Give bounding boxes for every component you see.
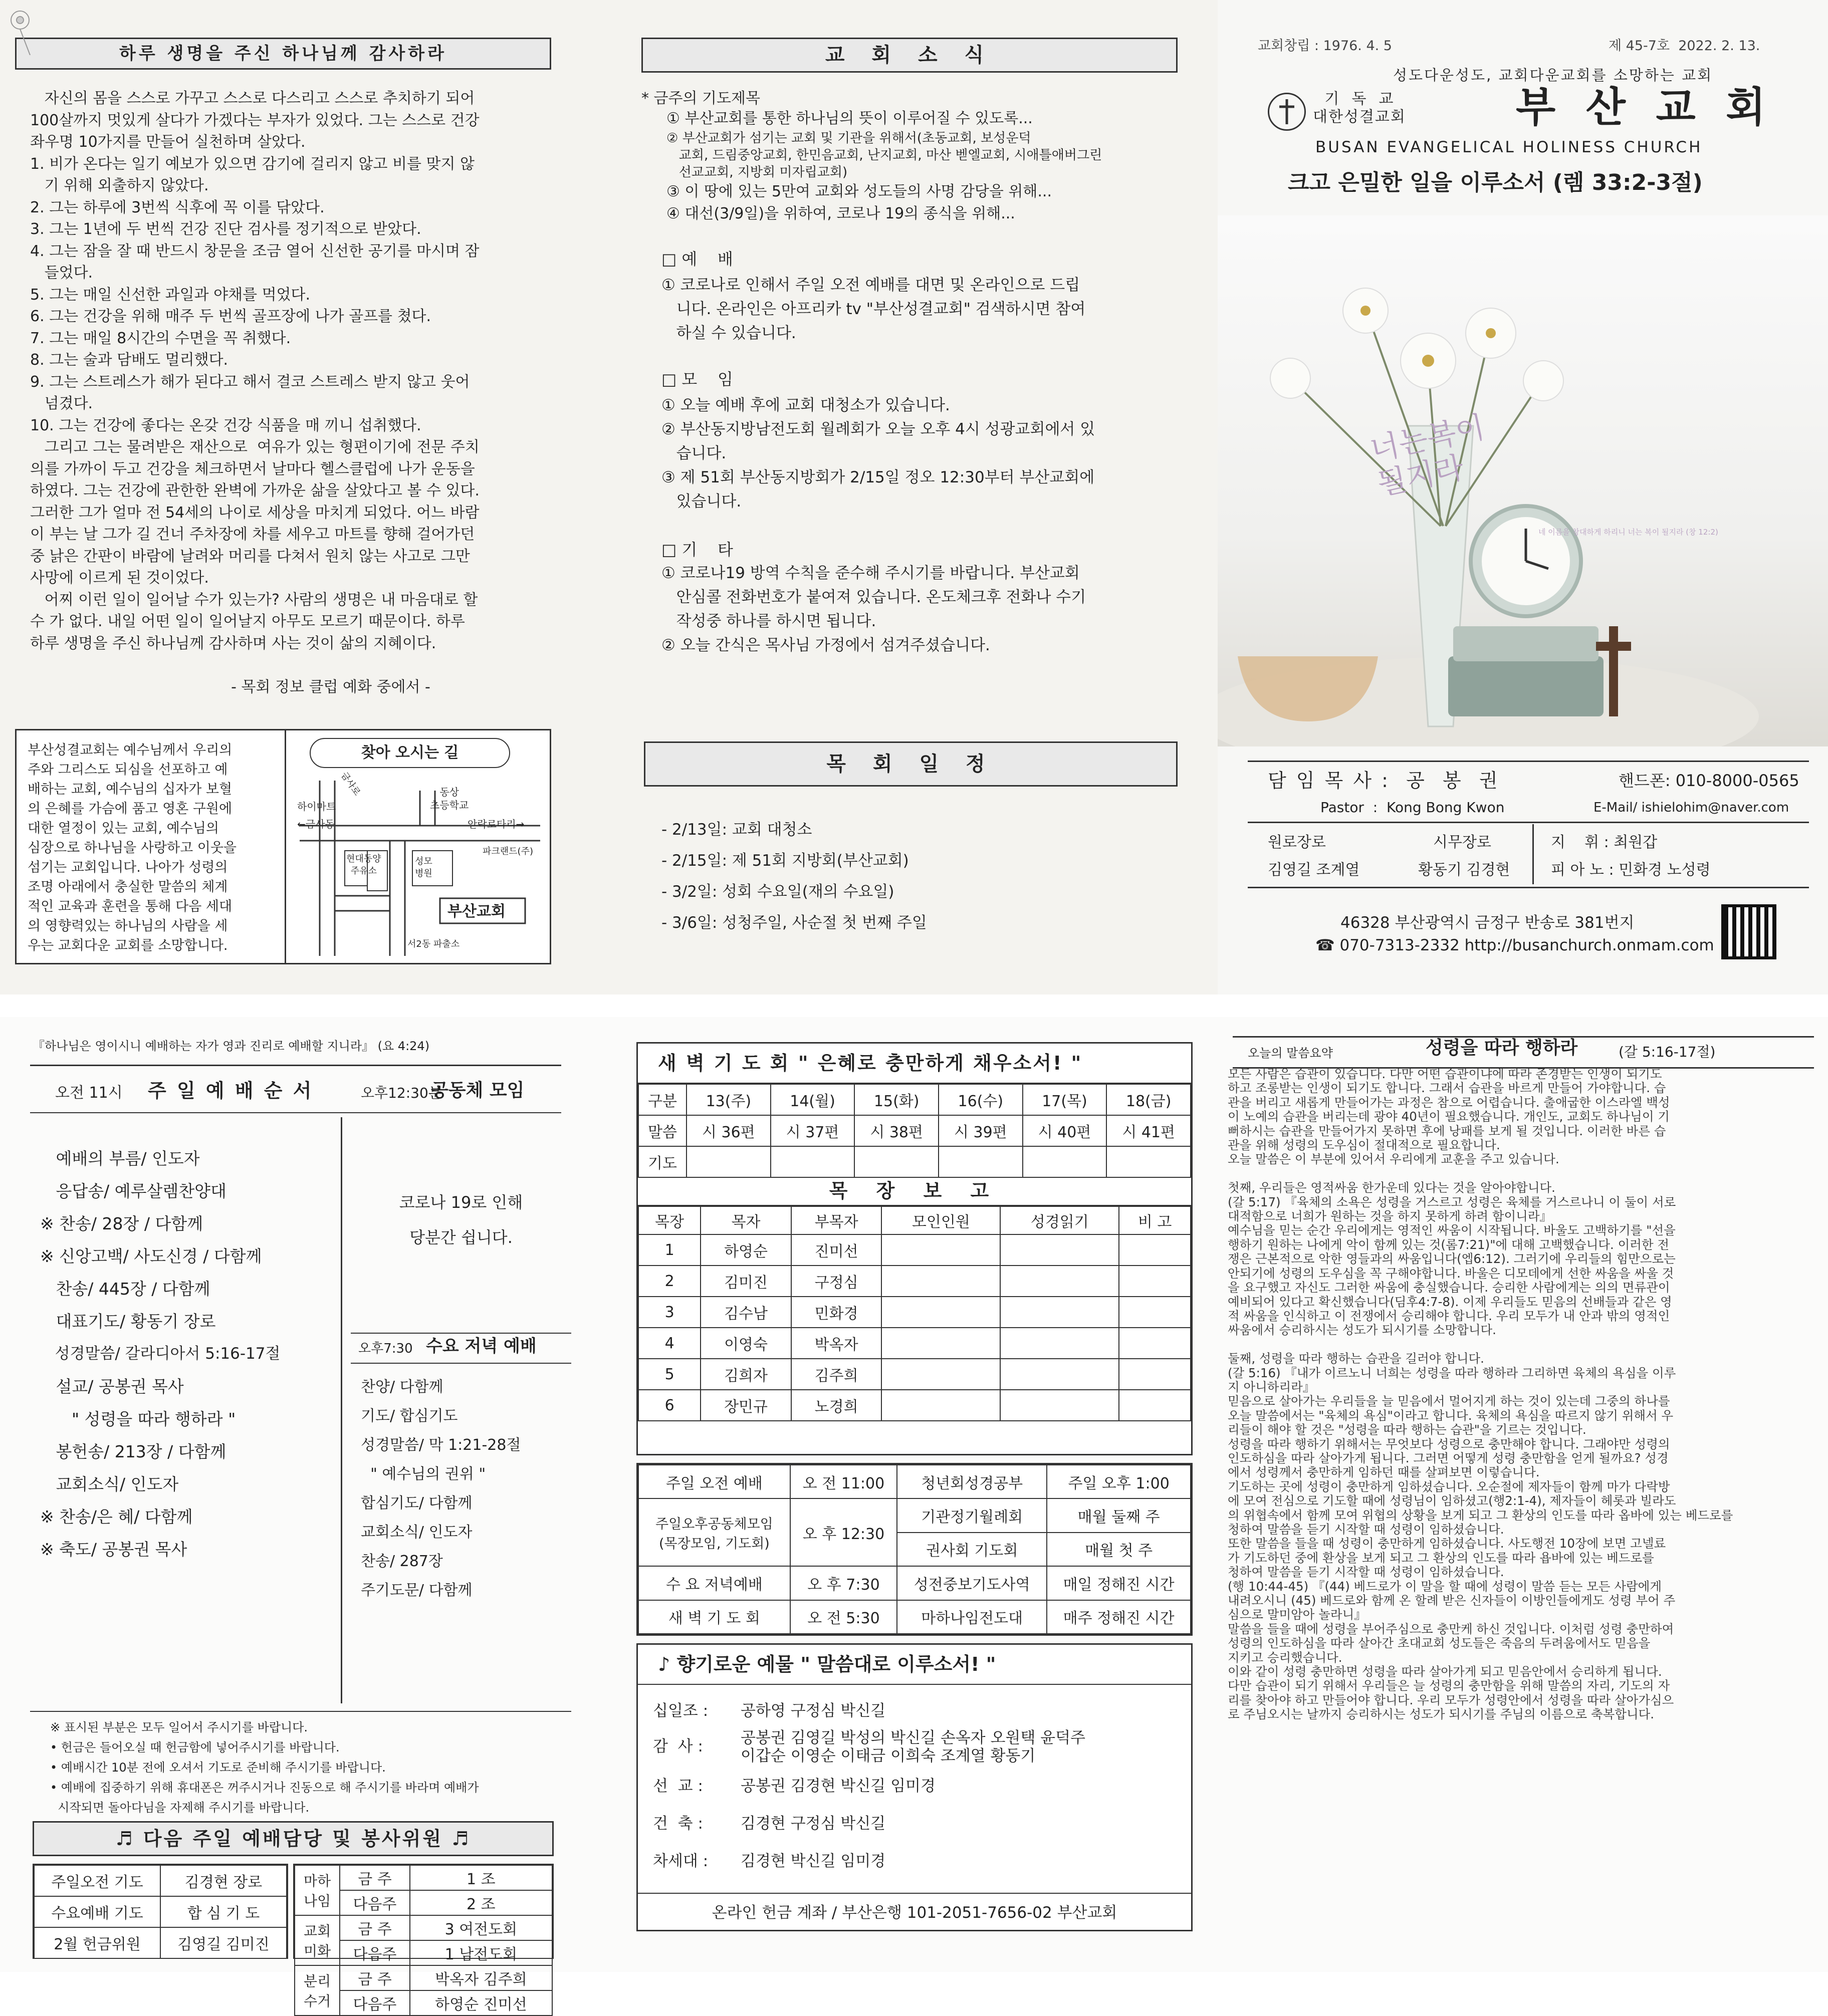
table-row — [638, 1115, 1191, 1146]
offering-label: 감 사 : — [653, 1737, 703, 1755]
address: 46328 부산광역시 금정구 반송로 381번지 — [1340, 914, 1635, 932]
table-cell: 17(목) — [1023, 1084, 1107, 1115]
offering-label: 차세대 : — [653, 1852, 709, 1870]
wed-title: 수요 저녁 예배 — [426, 1336, 537, 1356]
table-cell: 주일오전 기도 — [34, 1865, 160, 1896]
prayer-heading: * 금주의 기도제목 — [641, 90, 760, 107]
order-item: 대표기도/ 황동기 장로 — [40, 1312, 216, 1331]
schedule-item: - 3/2일: 성회 수요일(재의 수요일) — [661, 883, 894, 901]
church-name: 부 산 교 회 — [1516, 84, 1774, 131]
pastor-name-en: Pastor : Kong Bong Kwon — [1320, 799, 1505, 816]
wed-item: 합심기도/ 다함께 — [361, 1494, 473, 1512]
pastor-email: E-Mail/ ishielohim@naver.com — [1593, 800, 1789, 815]
wed-item: 주기도문/ 다함께 — [361, 1582, 473, 1599]
table-cell: 금 주 — [340, 1865, 410, 1890]
table-cell: 새 벽 기 도 회 — [638, 1600, 790, 1634]
schedule-item: - 3/6일: 성청주일, 사순절 첫 번째 주일 — [661, 914, 927, 932]
divider — [285, 730, 286, 963]
community-title: 공동체 모임 — [431, 1080, 525, 1101]
table-cell: 시 40편 — [1023, 1115, 1107, 1146]
conductor: 지 휘 : 최원갑 — [1551, 834, 1658, 851]
divider — [638, 1893, 1191, 1894]
order-item: ※ 축도/ 공봉권 목사 — [40, 1540, 187, 1559]
table-cell: 5 — [638, 1359, 701, 1390]
map-label-hospital: 성모 병원 — [415, 856, 432, 879]
table-cell: 마하나임전도대 — [897, 1600, 1047, 1634]
table-cell: 다음주 — [340, 1890, 410, 1915]
wed-item: " 예수님의 권위 " — [361, 1465, 486, 1483]
table-cell: 오 후 7:30 — [790, 1566, 897, 1600]
schedule-item: - 2/13일: 교회 대청소 — [661, 821, 812, 839]
etc-heading: □ 기 타 — [661, 540, 733, 559]
panel-news — [621, 0, 1218, 994]
table-cell: 구분 — [638, 1084, 687, 1115]
denomination: 기 독 교 대한성결교회 — [1313, 90, 1406, 126]
table-cell: 김희자 — [701, 1359, 791, 1390]
order-item: 교회소식/ 인도자 — [40, 1474, 179, 1494]
duty-table — [293, 1864, 554, 2013]
table-cell: 수 요 저녁예배 — [638, 1566, 790, 1600]
table-cell: 15(화) — [854, 1084, 939, 1115]
meeting-heading: □ 모 임 — [661, 370, 733, 389]
wed-item: 교회소식/ 인도자 — [361, 1524, 473, 1541]
table-cell: 김미진 — [701, 1266, 791, 1297]
divider — [30, 1711, 571, 1712]
wed-item: 성경말씀/ 막 1:21-28절 — [361, 1436, 521, 1454]
divider — [1532, 824, 1534, 884]
table-row — [638, 1600, 1191, 1634]
order-item: 봉헌송/ 213장 / 다함께 — [40, 1442, 226, 1461]
weekly-schedule-table — [636, 1463, 1193, 1636]
table-row — [638, 1359, 1191, 1390]
table-cell: 1 남전도회 — [410, 1940, 552, 1965]
map-label-geumsa: ←금사동 — [297, 818, 335, 830]
table-cell: 마하 나임 — [295, 1865, 340, 1915]
prayer-list — [666, 108, 1208, 225]
verse-art: 너는복이 될지라 — [1366, 409, 1488, 502]
table-row — [638, 1390, 1191, 1421]
dawn-title: 새 벽 기 도 회 " 은혜로 충만하게 채우소서! " — [638, 1044, 1191, 1084]
wed-item: 찬양/ 다함께 — [361, 1378, 443, 1396]
offerings-box — [636, 1643, 1193, 1931]
offerings-title: ♪ 향기로운 예물 " 말씀대로 이루소서! " — [638, 1645, 1191, 1685]
map-label-himart: 하이마트 — [297, 801, 336, 813]
table-cell: 금 주 — [340, 1915, 410, 1940]
divider — [1248, 761, 1809, 762]
worship-heading: □ 예 배 — [661, 249, 733, 269]
community-time: 오후12:30분 — [361, 1085, 442, 1101]
offering-label: 십일조 : — [653, 1702, 709, 1720]
worship-order-list — [40, 1142, 361, 1566]
church-name-en: BUSAN EVANGELICAL HOLINESS CHURCH — [1315, 138, 1703, 156]
wed-order-list — [361, 1373, 571, 1605]
next-week-title: ♬ 다음 주일 예배담당 및 봉사위원 ♬ — [33, 1821, 554, 1856]
service-title: 주 일 예 배 순 서 — [148, 1080, 314, 1102]
order-item: ※ 찬송/ 28장 / 다함께 — [40, 1214, 203, 1233]
table-cell: 비 고 — [1119, 1206, 1191, 1234]
table-cell: 2 조 — [410, 1890, 552, 1915]
table-row — [638, 1498, 1191, 1532]
mission-statement: 부산성결교회는 예수님께서 우리의 주와 그리스도 되심을 선포하고 예 배하는 교회, 예수님의 십자가 보혈 의 은혜를 가슴에 품고 영혼 구원에 대한 열정이 있는 교회, 예수님의 심장으로 하나님을 사랑하고 이웃을 섬기는 교회입니다. 나아가 성령의 조명 아래에서 충실한 말씀의 체계 적인 교육과 훈련을 통해 다음 세대 의 영향력있는 하나님의 사람을 세 우는 교회다운 교회를 소망합니다. — [28, 742, 237, 953]
flower-decoration — [0, 0, 55, 55]
table-cell: 3 여전도회 — [410, 1915, 552, 1940]
table-cell: 매일 정해진 시간 — [1047, 1566, 1191, 1600]
pastor-name: 담 임 목 사 : 공 봉 권 — [1268, 770, 1500, 792]
order-item: 성경말씀/ 갈라디아서 5:16-17절 — [40, 1345, 281, 1363]
table-cell: 기관정기월례회 — [897, 1498, 1047, 1532]
table-cell: 하영순 — [701, 1234, 791, 1266]
table-row — [638, 1465, 1191, 1498]
offering-names: 김경현 구정심 박신길 — [741, 1815, 886, 1833]
table-cell: 분리 수거 — [295, 1965, 340, 2015]
map-label-church: 부산교회 — [447, 903, 506, 920]
table-cell: 14(월) — [771, 1084, 855, 1115]
prayer-item: ① 부산교회를 통한 하나님의 뜻이 이루어질 수 있도록... — [666, 110, 1033, 127]
table-row — [638, 1234, 1191, 1266]
panel-essay — [0, 0, 621, 994]
table-row — [638, 1566, 1191, 1600]
wed-time: 오후7:30 — [358, 1341, 413, 1356]
table-cell: 1 — [638, 1234, 701, 1266]
info-box — [15, 729, 551, 964]
table-cell: 매월 둘째 주 — [1047, 1498, 1191, 1532]
table-cell: 성전중보기도사역 — [897, 1566, 1047, 1600]
order-item: ※ 찬송/은 혜/ 다함께 — [40, 1507, 193, 1527]
table-cell: 3 — [638, 1297, 701, 1328]
serving-heading: 시무장로 — [1433, 834, 1491, 851]
offering-names: 공봉권 김경현 박신길 임미경 — [741, 1777, 936, 1795]
table-cell: 합 심 기 도 — [160, 1896, 287, 1927]
order-item: 응답송/ 예루살렘찬양대 — [40, 1181, 226, 1201]
table-cell: 청년회성경공부 — [897, 1465, 1047, 1498]
table-cell: 13(주) — [687, 1084, 771, 1115]
table-cell: 6 — [638, 1390, 701, 1421]
divider — [30, 1112, 561, 1113]
table-cell: 수요예배 기도 — [34, 1896, 160, 1927]
table-cell: 김영길 김미진 — [160, 1927, 287, 1958]
table-cell: 교회 미화 — [295, 1915, 340, 1965]
sermon-reference: (갈 5:16-17절) — [1619, 1044, 1716, 1060]
prayer-item: ③ 이 땅에 있는 5만여 교회와 성도들의 사명 감당을 위해... — [666, 183, 1052, 200]
map-label-police: 서2동 파출소 — [407, 939, 460, 949]
divider — [341, 1117, 342, 1703]
issue-number: 제 45-7호 2022. 2. 13. — [1609, 38, 1760, 54]
bank-account: 온라인 헌금 계좌 / 부산은행 101-2051-7656-02 부산교회 — [712, 1904, 1117, 1922]
table-row — [34, 1927, 287, 1958]
table-cell: 주일오후공동체모임 (목장모임, 기도회) — [638, 1498, 790, 1566]
meeting-notice: ① 오늘 예배 후에 교회 대청소가 있습니다. ② 부산동지방남전도회 월례회가 오늘 오후 4시 성광교회에서 있 습니다. ③ 제 51회 부산동지방회가 2/15일 정오 12:30부터 부산교회에 있습니다. — [661, 396, 1095, 511]
table-cell: 16(수) — [939, 1084, 1023, 1115]
sermon-summary-body: 모든 사람은 습관이 있습니다. 다만 어떤 습관이냐에 따라 존경받는 인생이 되기도 하고 조롱받는 인생이 되기도 합니다. 그래서 습관을 바르게 만들어 가야합니다. 습 관을 버리고 새롭게 만들어가는 과정은 참으로 어렵습니다. 출애굽한 이스라엘 백성 이 노예의 습관을 버리는데 광야 40년이 필요했습니다. 개인도, 교회도 하나님이 기 뻐하시는 습관을 만들어가지 못하면 후에 낭패를 보게 될 것입니다. 이러한 바른 습 관을 위해 성령의 도우심이 절대적으로 필요합니다. 오늘 말씀은 이 부분에 있어서 우리에게 교훈을 주고 있습니다. 첫째, 우리들은 영적싸움 한가운데 있다는 것을 알아야합니다. (갈 5:17) 『육체의 소욕은 성령을 거스르고 성령은 육체를 거스르나니 이 둘이 서로 대적함으로 너희가 원하는 것을 하지 못하게 하려 함이니라』 예수님을 믿는 순간 우리에게는 영적인 싸움이 시작됩니다. 바울도 고백하기를 "선을 행하기 원하는 나에게 악이 함께 있는 것(롬7:21)"에 대해 고백했습니다. 이러한 전 쟁은 근본적으로 악한 영들과의 싸움입니다(엡6:12). 그러기에 우리들의 힘만으로는 안되기에 성령의 도우심을 꼭 구해야합니다. 바울은 디모데에게 선한 싸움을 싸울 것 을 요구했고 자신도 그러한 싸움에 충실했습니다. 승리한 사람에게는 의의 면류관이 예비되어 있다고 확신했습니다(딤후4:7-8). 이제 우리들도 믿음의 선배들과 같은 영 적 싸움을 인식하고 이 전쟁에서 승리해야 합니다. 우리 모두가 내 안과 밖의 영적인 싸움에서 승리하시는 성도가 되시기를 소망합니다. 둘째, 성령을 따라 행하는 습관을 길러야 합니다. (갈 5:16) 『내가 이르노니 너희는 성령을 따라 행하라 그리하면 육체의 욕심을 이루 지 아니하리라』 믿음으로 살아가는 우리들을 늘 믿음에서 멀어지게 하는 것이 있는데 그중의 하나를 오늘 말씀에서는 "육체의 욕심"이라고 합니다. 육체의 욕심을 따르지 않기 위해서 우 리들이 해야 할 것은 "성령을 따라 행하는 습관"을 기르는 것입니다. 성령을 따라 행하기 위해서는 무엇보다 성령으로 충만해야 합니다. 그래야만 성령의 인도하심을 따라 살아가게 됩니다. 그러면 어떻게 성령 충만함을 얻게 될까요? 성경 에서 성령께서 충만하게 임하던 때를 살펴보면 이렇습니다. 기도하는 곳에 성령이 충만하게 임하셨습니다. 오순절에 제자들이 함께 마가 다락방 에 모여 전심으로 기도할 때에 성령님이 임하셨고(행2:1-4), 제자들이 헤롯과 빌라도 의 위협속에서 함께 모여 위협의 상황을 보게 되고 그 환상의 인도를 따라 옵바에 있는 베드로를 청하여 말씀을 듣기 시작할 때 성령이 임하셨습니다. 또한 말씀을 들을 때 성령이 충만하게 임하셨습니다. 사도행전 10장에 보면 고넬료 가 기도하던 중에 환상을 보게 되고 그 환상의 인도를 따라 욥바에 있는 베드로를 청하여 말씀을 듣기 시작할 때 성령이 임하셨습니다. (행 10:44-45) 『(44) 베드로가 이 말을 할 때에 성령이 말씀 듣는 모든 사람에게 내려오시니 (45) 베드로와 함께 온 할례 받은 신자들이 이방인들에게도 성령 부어 주 심으로 말미암아 놀라니』 말씀을 들을 때에 성령을 부어주심으로 충만케 하신 것입니다. 이처럼 성령 충만하여 성령의 인도하심을 따라 살아간 초대교회 성도들은 죽음의 두려움에서도 믿음을 지키고 승리했습니다. 이와 같이 성령 충만하면 성령을 따라 살아가게 되고 믿음안에서 승리하게 됩니다. 다만 습관이 되기 위해서 우리들은 늘 성령의 충만함을 위해 말씀의 자리, 기도의 자 리를 찾아야 하고 만들어야 합니다. 우리 모두가 성령안에서 성령을 따라 살아가심으 로 주님오시는 날까지 승리하시는 성도가 되시기를 주님의 이름으로 축복합니다. — [1228, 1067, 1733, 1722]
offering-label: 선 교 : — [653, 1777, 703, 1795]
offering-names: 공하영 구정심 박신길 — [741, 1702, 886, 1720]
table-cell: 시 36편 — [687, 1115, 771, 1146]
sermon-summary-title: 성령을 따라 행하라 — [1426, 1038, 1578, 1058]
table-cell: 김주희 — [791, 1359, 882, 1390]
table-row — [638, 1146, 1191, 1177]
table-cell: 박옥자 — [791, 1328, 882, 1359]
cover-image — [1218, 215, 1828, 746]
table-row — [638, 1266, 1191, 1297]
next-week-table — [33, 1864, 288, 1959]
essay-title: 하루 생명을 주신 하나님께 감사하라 — [15, 38, 551, 70]
map-label-parkland: 파크랜드(주) — [483, 846, 533, 857]
qr-code-icon[interactable] — [1721, 904, 1776, 959]
offering-names: 공봉권 김영길 박성의 박신길 손옥자 오원택 윤덕주 이갑순 이영순 이태금 이희숙 조계열 황동기 — [741, 1729, 1085, 1765]
prayer-item: ② 부산교회가 섬기는 교회 및 기관을 위해서(초동교회, 보성운덕 교회, 드림중앙교회, 한민음교회, 난지교회, 마산 벧엘교회, 시애틀애버그린 선교교회, 지방회 미자립교회) — [666, 131, 1102, 180]
etc-notice: ① 코로나19 방역 수칙을 준수해 주시기를 바랍니다. 부산교회 안심콜 전화번호가 붙여져 있습니다. 온도체크후 전화나 수기 작성중 하나를 하시면 됩니다. ② 오늘 간식은 목사님 가정에서 섬겨주셨습니다. — [661, 564, 1086, 654]
divider — [1248, 887, 1809, 888]
summary-label: 오늘의 말씀요약 — [1248, 1046, 1333, 1060]
table-cell: 2월 헌금위원 — [34, 1927, 160, 1958]
table-cell: 오 전 5:30 — [790, 1600, 897, 1634]
table-cell: 박옥자 김주희 — [410, 1965, 552, 1990]
table-cell: 시 38편 — [854, 1115, 939, 1146]
schedule-item: - 2/15일: 제 51회 지방회(부산교회) — [661, 852, 909, 870]
table-row — [638, 1328, 1191, 1359]
table-cell: 금 주 — [340, 1965, 410, 1990]
map-title: 찾아 오시는 길 — [310, 738, 510, 768]
table-cell: 기도 — [638, 1146, 687, 1177]
map-label-gas: 현대동양 주유소 — [346, 854, 381, 876]
table-cell: 2 — [638, 1266, 701, 1297]
table-cell: 4 — [638, 1328, 701, 1359]
table-cell: 18(금) — [1106, 1084, 1191, 1115]
map-label-school: 동상 초등학교 — [430, 786, 469, 811]
table-row — [34, 1865, 287, 1896]
prayer-item: ④ 대선(3/9일)을 위하여, 코로나 19의 종식을 위해... — [666, 205, 1015, 222]
service-notes: ※ 표시된 부분은 모두 일어서 주시기를 바랍니다. • 헌금은 들어오실 때 헌금함에 넣어주시기를 바랍니다. • 예배시간 10분 전에 오셔서 기도로 준비해 주시기를 바랍니다. • 예배에 집중하기 위해 휴대폰은 꺼주시거나 진동으로 해 주시기를 바라며 예배가 시작되면 돌아다님을 자제해 주시기를 바랍니다. — [50, 1720, 479, 1815]
panel-prayer-and-offerings — [606, 1017, 1218, 1972]
news-title: 교 회 소 식 — [641, 38, 1178, 73]
table-cell: 다음주 — [340, 1940, 410, 1965]
founded-date: 교회창립 : 1976. 4. 5 — [1258, 38, 1392, 54]
table-row — [34, 1896, 287, 1927]
divider — [30, 1065, 561, 1066]
contact[interactable]: ☎ 070-7313-2332 http://busanchurch.onmam.com — [1315, 936, 1714, 954]
table-cell: 구정심 — [791, 1266, 882, 1297]
table-cell: 김수남 — [701, 1297, 791, 1328]
church-logo-icon — [1268, 93, 1306, 131]
map-label-road: 금사로 — [338, 770, 363, 798]
essay-source: - 목회 정보 클럽 예화 중에서 - — [231, 678, 430, 696]
pianist: 피 아 노 : 민화경 노성령 — [1551, 861, 1711, 879]
service-time: 오전 11시 — [55, 1084, 123, 1102]
table-cell: 모인인원 — [881, 1206, 1000, 1234]
order-item: 설교/ 공봉권 목사 — [40, 1377, 184, 1396]
table-cell: 이영숙 — [701, 1328, 791, 1359]
table-cell: 부목자 — [791, 1206, 882, 1234]
table-cell: 시 39편 — [939, 1115, 1023, 1146]
table-cell: 오 후 12:30 — [790, 1498, 897, 1566]
table-row — [638, 1206, 1191, 1234]
table-cell: 목장 — [638, 1206, 701, 1234]
elders-heading: 원로장로 — [1268, 834, 1326, 851]
essay-body: 자신의 몸을 스스로 가꾸고 스스로 다스리고 스스로 추치하기 되어 100살까지 멋있게 살다가 가겠다는 부자가 있었다. 그는 스스로 건강 좌우명 10가지를 만들어 실천하며 살았다. 1. 비가 온다는 일기 예보가 있으면 감기에 걸리지 않고 비를 맞지 않 기 위해 외출하지 않았다. 2. 그는 하루에 3번씩 식후에 꼭 이를 닦았다. 3. 그는 1년에 두 번씩 건강 진단 검사를 정기적으로 받았다. 4. 그는 잠을 잘 때 반드시 창문을 조금 열어 신선한 공기를 마시며 잠 들었다. 5. 그는 매일 신선한 과일과 야채를 먹었다. 6. 그는 건강을 위해 매주 두 번씩 골프장에 나가 골프를 쳤다. 7. 그는 매일 8시간의 수면을 꼭 취했다. 8. 그는 술과 담배도 멀리했다. 9. 그는 스트레스가 해가 된다고 해서 결코 스트레스 받지 않고 웃어 넘겼다. 10. 그는 건강에 좋다는 온갖 건강 식품을 매 끼니 섭취했다. 그리고 그는 물려받은 재산으로 여유가 있는 형편이기에 전문 주치 의를 가까이 두고 건강을 체크하면서 날마다 헬스클럽에 나가 운동을 하였다. 그는 건강에 관한한 완벽에 가까운 삶을 살았다고 볼 수 있다. 그러한 그가 얼마 전 54세의 나이로 세상을 마치게 되었다. 어느 바람 이 부는 날 그가 길 건너 주차장에 차를 세우고 마트를 향해 걸어가던 중 낡은 간판이 바람에 날려와 머리를 다쳐서 원치 않는 사고로 그만 사망에 이르게 된 것이었다. 어찌 이런 일이 일어날 수가 있는가? 사람의 생명은 내 마음대로 할 수 가 없다. 내일 어떤 일이 일어날지 아무도 모르기 때문이다. 하루 하루 생명을 주신 하나님께 감사하며 사는 것이 삶의 지혜이다. — [30, 90, 480, 652]
table-cell: 노경희 — [791, 1390, 882, 1421]
table-cell: 장민규 — [701, 1390, 791, 1421]
pastor-phone: 핸드폰: 010-8000-0565 — [1619, 771, 1799, 790]
serving-names: 황동기 김경현 — [1418, 861, 1510, 879]
panel-sermon-summary — [1218, 1017, 1828, 1972]
table-cell: 주일 오후 1:00 — [1047, 1465, 1191, 1498]
covid-notice: 코로나 19로 인해 당분간 쉽니다. — [399, 1193, 523, 1247]
table-cell: 시 41편 — [1106, 1115, 1191, 1146]
table-cell: 주일 오전 예배 — [638, 1465, 790, 1498]
dawn-prayer-box — [636, 1042, 1193, 1455]
panel-cover — [1218, 0, 1828, 994]
order-item: ※ 신앙고백/ 사도신경 / 다함께 — [40, 1246, 262, 1266]
table-cell: 목자 — [701, 1206, 791, 1234]
table-cell: 오 전 11:00 — [790, 1465, 897, 1498]
wed-item: 기도/ 합심기도 — [361, 1407, 458, 1425]
offering-label: 건 축 : — [653, 1815, 703, 1833]
order-item: 예배의 부름/ 인도자 — [40, 1149, 200, 1168]
table-cell: 성경읽기 — [1000, 1206, 1119, 1234]
table-cell: 민화경 — [791, 1297, 882, 1328]
table-cell: 진미선 — [791, 1234, 882, 1266]
order-item: 찬송/ 445장 / 다함께 — [40, 1279, 210, 1299]
wed-item: 찬송/ 287장 — [361, 1553, 443, 1570]
cell-report-title: 목 장 보 고 — [638, 1177, 1191, 1206]
map-label-anrak: 안락로타리→ — [468, 818, 525, 830]
offering-names: 김경현 박신길 임미경 — [741, 1852, 886, 1870]
divider — [351, 1363, 571, 1364]
sermon-title: " 성령을 따라 행하라 " — [40, 1409, 236, 1429]
divider — [1248, 822, 1809, 823]
table-cell: 다음주 — [340, 1990, 410, 2015]
table-cell: 말씀 — [638, 1115, 687, 1146]
elders-names: 김영길 조계열 — [1268, 861, 1360, 879]
header-verse: 『하나님은 영이시니 예배하는 자가 영과 진리로 예배할 지니라』 (요 4:24) — [33, 1039, 430, 1053]
church-slogan: 성도다운성도, 교회다운교회를 소망하는 교회 — [1393, 67, 1713, 84]
annual-theme: 크고 은밀한 일을 이루소서 (렘 33:2-3절) — [1288, 170, 1703, 195]
panel-worship-order — [0, 1017, 606, 2013]
table-row — [638, 1297, 1191, 1328]
table-cell: 시 37편 — [771, 1115, 855, 1146]
table-cell: 하영순 진미선 — [410, 1990, 552, 2015]
table-cell: 권사회 기도회 — [897, 1533, 1047, 1566]
worship-notice: ① 코로나로 인해서 주일 오전 예배를 대면 및 온라인으로 드립 니다. 온라인은 아프리카 tv "부산성결교회" 검색하시면 참여 하실 수 있습니다. — [661, 276, 1086, 342]
divider — [351, 1333, 571, 1334]
verse-small: 네 이름을 창대하게 하리니 너는 복이 될지라 (창 12:2) — [1538, 528, 1718, 537]
table-cell: 매월 첫 주 — [1047, 1533, 1191, 1566]
schedule-title: 목 회 일 정 — [644, 741, 1178, 787]
table-cell: 1 조 — [410, 1865, 552, 1890]
schedule-list — [661, 814, 1163, 938]
table-cell: 매주 정해진 시간 — [1047, 1600, 1191, 1634]
table-cell: 김경현 장로 — [160, 1865, 287, 1896]
table-row — [638, 1084, 1191, 1115]
